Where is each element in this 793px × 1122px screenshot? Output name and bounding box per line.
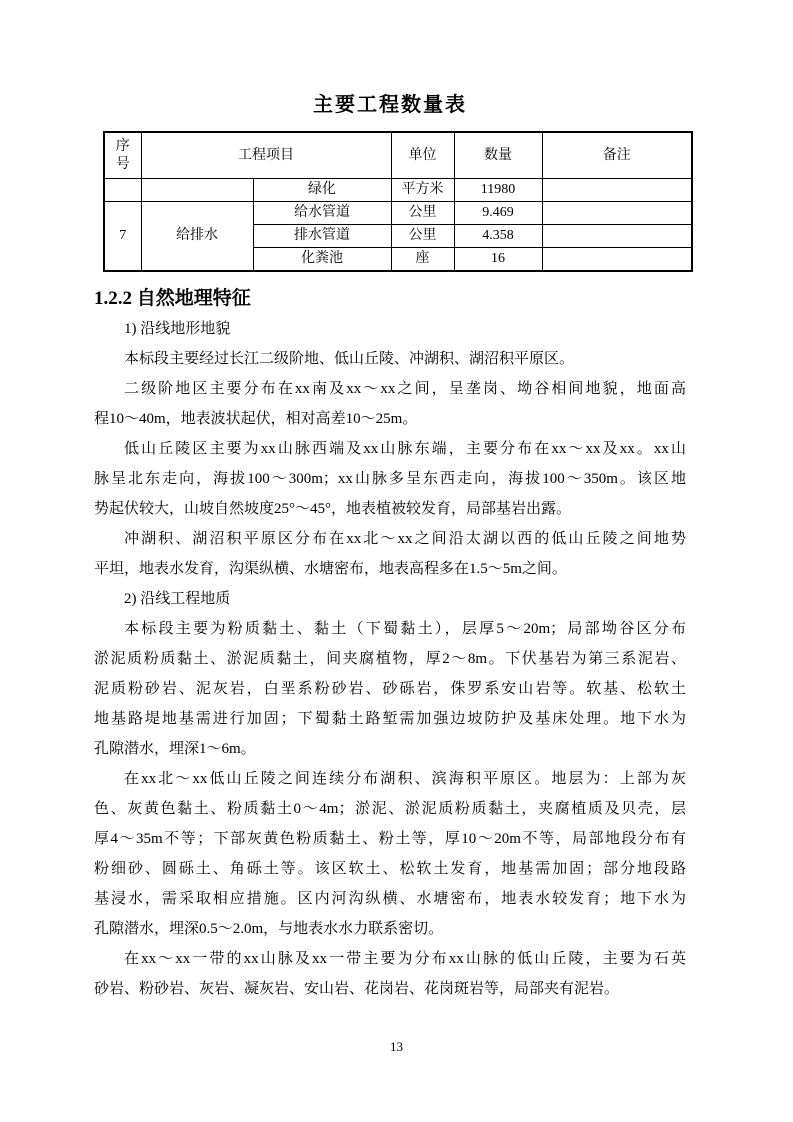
cell-quantity: 16 — [454, 248, 542, 272]
cell-remark — [542, 225, 692, 248]
paragraph — [94, 944, 686, 1004]
paragraph — [94, 584, 686, 614]
cell-item: 绿化 — [253, 179, 391, 202]
text-line: 泥质粉砂岩、泥灰岩，白垩系粉砂岩、砂砾岩，侏罗系安山岩等。软基、松软土 — [94, 681, 686, 697]
table-row — [104, 202, 692, 225]
header-cell-unit: 单位 — [391, 132, 454, 179]
text-line: 二级阶地区主要分布在xx南及xx～xx之间，呈垄岗、坳谷相间地貌，地面高 — [124, 381, 686, 397]
header-cell-index: 序号 — [104, 132, 141, 179]
text-line: 程10～40m，地表波状起伏，相对高差10～25m。 — [94, 411, 418, 427]
cell-quantity: 11980 — [454, 179, 542, 202]
paragraph — [94, 614, 686, 764]
paragraph — [94, 434, 686, 524]
text-line: 势起伏较大，山坡自然坡度25°～45°，地表植被较发育，局部基岩出露。 — [94, 501, 572, 517]
paragraph — [94, 524, 686, 584]
table-row — [104, 179, 692, 202]
cell-unit: 公里 — [391, 225, 454, 248]
cell-remark — [542, 179, 692, 202]
page-number: 13 — [390, 1039, 403, 1054]
text-line: 在xx～xx一带的xx山脉及xx一带主要为分布xx山脉的低山丘陵，主要为石英 — [124, 951, 686, 967]
text-line: 砂岩、粉砂岩、灰岩、凝灰岩、安山岩、花岗岩、花岗斑岩等，局部夹有泥岩。 — [94, 981, 620, 997]
table-title: 主要工程数量表 — [313, 94, 467, 116]
section-paragraphs — [94, 314, 686, 1004]
cell-index: 7 — [104, 202, 141, 272]
cell-category — [141, 179, 253, 202]
text-line: 本标段主要为粉质黏土、黏土（下蜀黏土），层厚5～20m；局部坳谷区分布 — [124, 621, 686, 637]
section-heading: 1.2.2 自然地理特征 — [94, 288, 251, 309]
text-line: 孔隙潜水，埋深1～6m。 — [94, 741, 256, 757]
paragraph — [94, 344, 686, 374]
cell-unit: 平方米 — [391, 179, 454, 202]
text-line: 厚4～35m不等；下部灰黄色粉质黏土、粉土等，厚10～20m不等，局部地段分布有 — [94, 831, 686, 847]
text-line: 本标段主要经过长江二级阶地、低山丘陵、冲湖积、湖沼积平原区。 — [124, 351, 575, 367]
text-line: 基浸水，需采取相应措施。区内河沟纵横、水塘密布，地表水较发育；地下水为 — [94, 891, 686, 907]
cell-quantity: 4.358 — [454, 225, 542, 248]
cell-index — [104, 179, 141, 202]
text-line: 粉细砂、圆砾土、角砾土等。该区软土、松软土发育，地基需加固；部分地段路 — [94, 861, 686, 877]
text-line: 冲湖积、湖沼积平原区分布在xx北～xx之间沿太湖以西的低山丘陵之间地势 — [124, 531, 686, 547]
text-line: 地基路堤地基需进行加固；下蜀黏土路堑需加强边坡防护及基床处理。地下水为 — [94, 711, 686, 727]
text-line: 1) 沿线地形地貌 — [124, 321, 231, 337]
cell-item: 给水管道 — [253, 202, 391, 225]
cell-category: 给排水 — [141, 202, 253, 272]
cell-unit: 座 — [391, 248, 454, 272]
text-line: 淤泥质粉质黏土、淤泥质黏土，间夹腐植物，厚2～8m。下伏基岩为第三系泥岩、 — [94, 651, 686, 667]
cell-remark — [542, 248, 692, 272]
text-line: 脉呈北东走向，海拔100～300m；xx山脉多呈东西走向，海拔100～350m。该区地 — [94, 471, 686, 487]
cell-unit: 公里 — [391, 202, 454, 225]
cell-quantity: 9.469 — [454, 202, 542, 225]
header-cell-quantity: 数量 — [454, 132, 542, 179]
paragraph — [94, 374, 686, 434]
text-line: 在xx北～xx低山丘陵之间连续分布湖积、滨海积平原区。地层为：上部为灰 — [124, 771, 686, 787]
cell-item: 排水管道 — [253, 225, 391, 248]
header-cell-project: 工程项目 — [141, 132, 391, 179]
text-line: 色、灰黄色黏土、粉质黏土0～4m；淤泥、淤泥质粉质黏土，夹腐植质及贝壳，层 — [94, 801, 686, 817]
text-line: 平坦，地表水发育，沟渠纵横、水塘密布，地表高程多在1.5～5m之间。 — [94, 561, 567, 577]
text-line: 2) 沿线工程地质 — [124, 591, 231, 607]
text-line: 孔隙潜水，埋深0.5～2.0m，与地表水水力联系密切。 — [94, 921, 444, 937]
paragraph — [94, 314, 686, 344]
quantity-table — [103, 131, 693, 272]
text-line: 低山丘陵区主要为xx山脉西端及xx山脉东端，主要分布在xx～xx及xx。xx山 — [124, 441, 686, 457]
cell-remark — [542, 202, 692, 225]
header-cell-remark: 备注 — [542, 132, 692, 179]
table-header-row — [104, 132, 692, 179]
cell-item: 化粪池 — [253, 248, 391, 272]
paragraph — [94, 764, 686, 944]
